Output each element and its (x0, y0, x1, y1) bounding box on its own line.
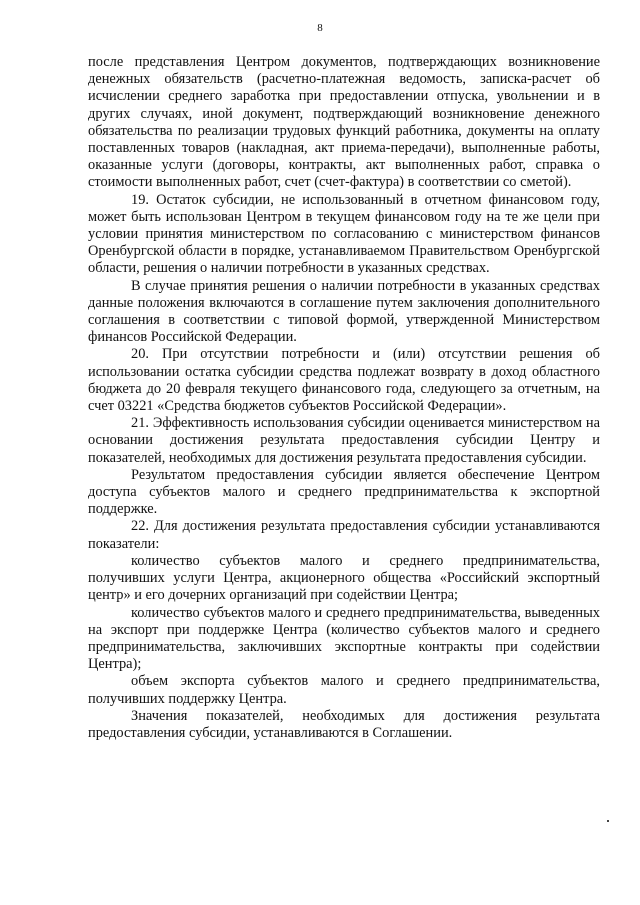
scan-speck (607, 820, 609, 822)
paragraph-19-additional: В случае принятия решения о наличии потребности в указанных средствах данные положения включаются в соглашение путем заключения дополнительного соглашения в соответствии с типовой формой, утвержденной Министерством финансов Российской Федерации. (88, 277, 600, 346)
paragraph-22-values: Значения показателей, необходимых для достижения результата предоставления субсидии, устанавливаются в Соглашении. (88, 707, 600, 741)
page-number: 8 (317, 22, 323, 34)
indicator-item: объем экспорта субъектов малого и среднего предпринимательства, получивших поддержку Центра. (88, 673, 600, 707)
paragraph-21: 21. Эффективность использования субсидии оценивается министерством на основании достижения результата предоставления субсидии Центру и показателей, необходимых для достижения результата предоставления субсидии. (88, 415, 600, 466)
indicator-item: количество субъектов малого и среднего предпринимательства, выведенных на экспорт при поддержке Центра (количество субъектов малого и среднего предпринимательства, заключивших экспортные контракты при содействии Центра); (88, 604, 600, 673)
paragraph-19: 19. Остаток субсидии, не использованный в отчетном финансовом году, может быть использован Центром в текущем финансовом году на те же цели при условии принятия министерством по согласованию с министерством финансов Оренбургской области в порядке, устанавливаемом Правительством Оренбургской области, решения о наличии потребности в указанных средствах. (88, 191, 600, 277)
paragraph-20: 20. При отсутствии потребности и (или) отсутствии решения об использовании остатка субсидии средства подлежат возврату в доход областного бюджета до 20 февраля текущего финансового года, следующего за отчетным, на счет 03221 «Средства бюджетов субъектов Российской Федерации». (88, 346, 600, 415)
paragraph-21-result: Результатом предоставления субсидии является обеспечение Центром доступа субъектов малого и среднего предпринимательства к экспортной поддержке. (88, 466, 600, 518)
indicator-item: количество субъектов малого и среднего предпринимательства, получивших услуги Центра, акционерного общества «Российский экспортный центр» и его дочерних организаций при содействии Центра; (88, 552, 600, 604)
paragraph-22: 22. Для достижения результата предоставления субсидии устанавливаются показатели: (88, 518, 600, 552)
paragraph-continuation: после представления Центром документов, подтверждающих возникновение денежных обязательств (расчетно-платежная ведомость, записка-расчет об исчислении среднего заработка при предоставлении отпуска, увольнении и в других случаях, иной документ, подтверждающий возникновение денежного обязательства по реализации трудовых функций работника, документы на оплату поставленных товаров (накладная, акт приема-передачи), выполненные работы, оказанные услуги (договоры, контракты, акт выполненных работ, справка о стоимости выполненных работ, счет (счет-фактура) в соответствии со сметой). (88, 54, 600, 191)
document-body (88, 54, 600, 742)
